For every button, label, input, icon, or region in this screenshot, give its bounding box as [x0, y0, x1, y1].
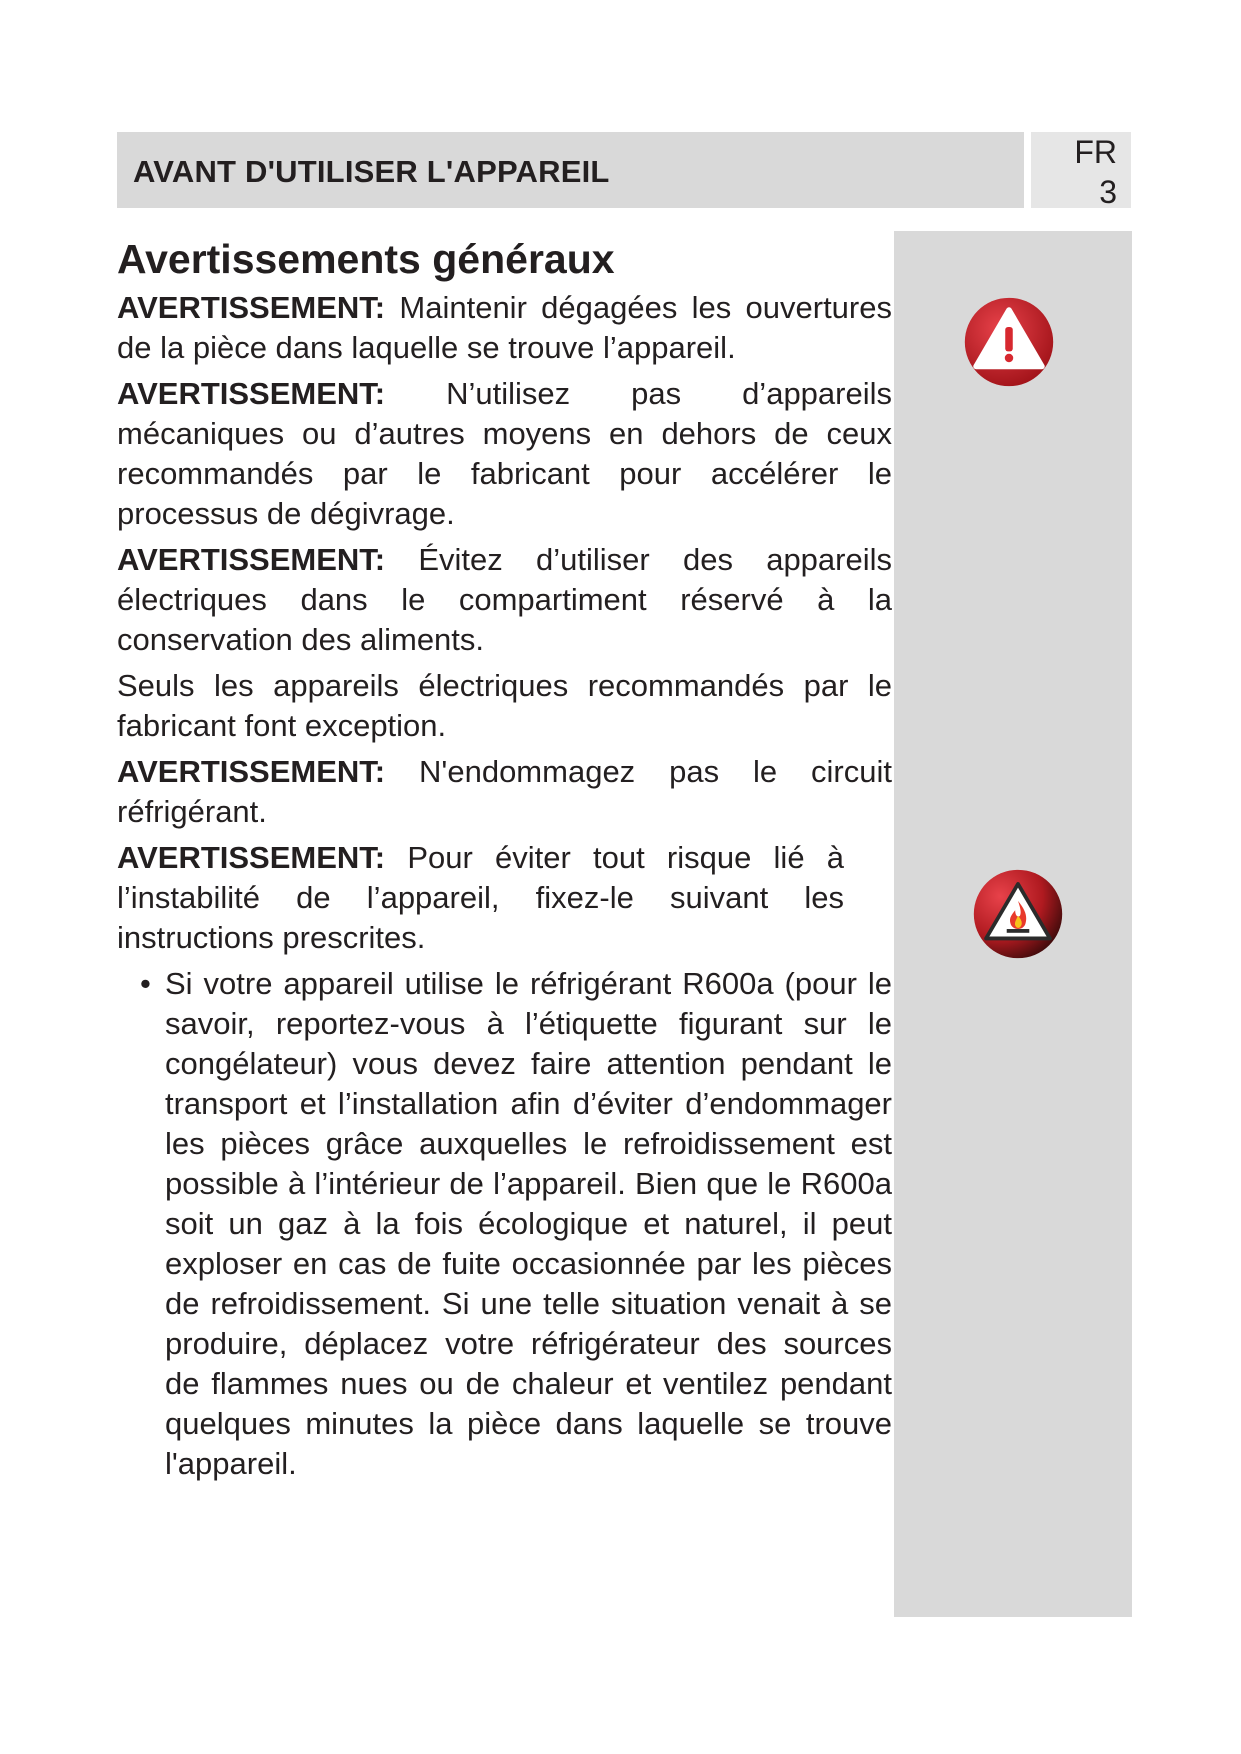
note-text: Seuls les appareils électriques recommandés par le fabricant font exception. — [117, 668, 892, 743]
header-bar — [117, 132, 1024, 208]
flammable-icon — [971, 867, 1065, 961]
list-item: • Si votre appareil utilise le réfrigérant R600a (pour le savoir, reportez-vous à l’étiquette figurant sur le congélateur) vous devez faire attention pendant le transport et l’installation afin d’éviter d’endommager les pièces grâce auxquelles le refroidissement est possible à l’intérieur de l’appareil. Bien que le R600a soit un gaz à la fois écologique et naturel, il peut exploser en cas de fuite occasionnée par les pièces de refroidissement. Si une telle situation venait à se produire, déplacez votre réfrigérateur des sources de flammes nues ou de chaleur et ventilez pendant quelques minutes la pièce dans laquelle se trouve l'appareil. — [140, 964, 892, 1484]
warning-text: Maintenir dégagées les ouvertures de la pièce dans laquelle se trouve l’appareil. — [117, 290, 892, 365]
warning-text: Évitez d’utiliser des appareils électriques dans le compartiment réservé à la conservation des aliments. — [117, 542, 892, 657]
warning-label: AVERTISSEMENT: — [117, 754, 386, 789]
language-code: FR — [1074, 134, 1117, 170]
warning-paragraph — [117, 288, 892, 368]
page-number: 3 — [1099, 174, 1117, 210]
warning-text: Pour éviter tout risque lié à l’instabilité de l’appareil, fixez-le suivant les instructions prescrites. — [117, 840, 844, 955]
section-title: Avertissements généraux — [117, 236, 615, 282]
warning-label: AVERTISSEMENT: — [117, 542, 386, 577]
bullet-list — [117, 964, 892, 1484]
main-content — [117, 230, 892, 1484]
note-paragraph — [117, 666, 892, 746]
warning-paragraph — [117, 374, 892, 534]
warning-paragraph — [117, 540, 892, 660]
warning-paragraph — [117, 838, 892, 958]
warning-paragraph — [117, 752, 892, 832]
warning-icon — [962, 295, 1056, 389]
page-indicator — [1031, 132, 1131, 208]
warning-label: AVERTISSEMENT: — [117, 290, 386, 325]
warning-text: N'endommagez pas le circuit réfrigérant. — [117, 754, 892, 829]
warning-label: AVERTISSEMENT: — [117, 376, 386, 411]
warning-text: N’utilisez pas d’appareils mécaniques ou d’autres moyens en dehors de ceux recommandés par le fabricant pour accélérer le processus de dégivrage. — [117, 376, 892, 531]
header-title: AVANT D'UTILISER L'APPAREIL — [133, 154, 610, 189]
warning-label: AVERTISSEMENT: — [117, 840, 386, 875]
